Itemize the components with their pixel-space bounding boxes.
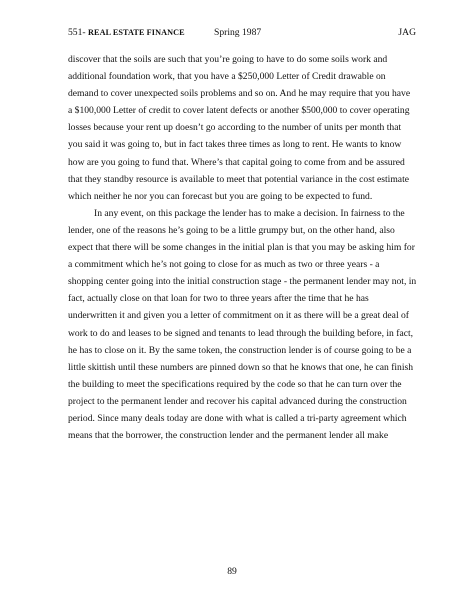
text-line: you said it was going to, but in fact takes three times as long to rent. He wants to know xyxy=(68,139,402,151)
text-line: how are you going to fund that. Where’s that capital going to come from and be assured xyxy=(68,156,405,168)
text-line: project to the permanent lender and recover his capital advanced during the construction xyxy=(68,395,407,407)
header-initials: JAG xyxy=(398,27,416,38)
text-line: which neither he nor you can forecast but you are going to be expected to fund. xyxy=(68,190,373,202)
page-number: 89 xyxy=(227,566,237,577)
text-line: little skittish until these numbers are pinned down so that he knows that one, he can finish xyxy=(68,361,414,373)
text-line: work to do and leases to be signed and tenants to lead through the building before, in fact, xyxy=(68,327,414,339)
text-line: he has to close on it. By the same token, the construction lender is of course going to be a xyxy=(68,344,412,356)
text-line: period. Since many deals today are done with what is called a tri-party agreement which xyxy=(68,412,407,424)
text-line: a commitment which he’s not going to close for as much as two or three years - a xyxy=(68,259,380,271)
text-line: expect that there will be some changes in the initial plan is that you may be asking him for xyxy=(68,242,415,254)
text-line: demand to cover unexpected soils problems and so on. And he may require that you have xyxy=(68,88,411,100)
text-line: fact, actually close on that loan for two to three years after the time that he has xyxy=(68,293,369,305)
text-line: additional foundation work, that you have a $250,000 Letter of Credit drawable on xyxy=(68,71,386,83)
text-line: In any event, on this package the lender has to make a decision. In fairness to the xyxy=(94,207,405,219)
header-course-title: REAL ESTATE FINANCE xyxy=(88,28,185,37)
header-course-number: 551- xyxy=(68,27,86,38)
text-line: that they standby resource is available to meet that potential variance in the cost estimate xyxy=(68,173,409,185)
text-line: means that the borrower, the construction lender and the permanent lender all make xyxy=(68,430,389,442)
text-line: losses because your rent up doesn’t go according to the number of units per month that xyxy=(68,122,402,134)
text-line: discover that the soils are such that you’re going to have to do some soils work and xyxy=(68,54,388,65)
header-term: Spring 1987 xyxy=(214,27,262,38)
body-text xyxy=(68,51,416,444)
text-line: shopping center going into the initial construction stage - the permanent lender may not, in xyxy=(68,276,417,288)
header-course xyxy=(68,27,185,38)
text-line: underwritten it and given you a letter of commitment on it as there will be a great deal of xyxy=(68,310,409,322)
text-line: lender, one of the reasons he’s going to be a little grumpy but, on the other hand, also xyxy=(68,224,395,236)
running-header xyxy=(68,27,416,41)
text-line: a $100,000 Letter of credit to cover latent defects or another $500,000 to cover operating xyxy=(68,105,410,117)
text-line: the building to meet the specifications required by the code so that he can turn over the xyxy=(68,378,402,390)
